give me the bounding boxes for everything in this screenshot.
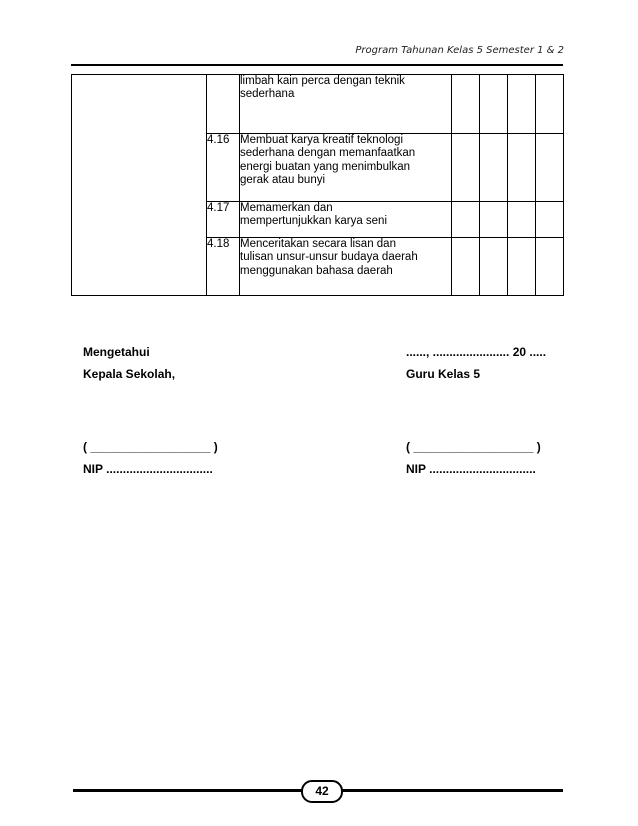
checkbox-cell xyxy=(508,75,536,134)
page-number: 42 xyxy=(301,780,343,803)
signature-left-name-blank: ( __________________ ) xyxy=(83,440,218,454)
competency-description: Memamerkan dan mempertunjukkan karya seni xyxy=(240,202,452,238)
curriculum-table xyxy=(71,74,564,296)
footer-rule-right xyxy=(337,789,563,792)
checkbox-cell xyxy=(536,238,564,296)
signature-right-nip: NIP ................................ xyxy=(406,462,536,476)
checkbox-cell xyxy=(508,238,536,296)
competency-description: Membuat karya kreatif teknologi sederhana dengan memanfaatkan energi buatan yang menimbulkan gerak atau bunyi xyxy=(240,134,452,202)
checkbox-cell xyxy=(480,134,508,202)
footer-rule-left xyxy=(73,789,303,792)
checkbox-cell xyxy=(480,202,508,238)
signature-left-heading: Mengetahui xyxy=(83,345,150,359)
competency-number: 4.16 xyxy=(207,134,240,202)
signature-right-role: Guru Kelas 5 xyxy=(406,367,481,381)
checkbox-cell xyxy=(536,202,564,238)
checkbox-cell xyxy=(508,202,536,238)
table-row xyxy=(72,75,564,134)
signature-left-role: Kepala Sekolah, xyxy=(83,367,176,381)
checkbox-cell xyxy=(452,202,480,238)
checkbox-cell xyxy=(480,75,508,134)
checkbox-cell xyxy=(536,134,564,202)
signature-right-date: ......, ....................... 20 ..... xyxy=(406,345,547,359)
competency-description: limbah kain perca dengan teknik sederhana xyxy=(240,75,452,134)
checkbox-cell xyxy=(452,134,480,202)
checkbox-cell xyxy=(480,238,508,296)
signature-right-name-blank: ( __________________ ) xyxy=(406,440,541,454)
checkbox-cell xyxy=(508,134,536,202)
theme-cell xyxy=(72,75,207,296)
competency-number: 4.18 xyxy=(207,238,240,296)
checkbox-cell xyxy=(452,238,480,296)
header-title: Program Tahunan Kelas 5 Semester 1 & 2 xyxy=(355,45,564,56)
checkbox-cell xyxy=(452,75,480,134)
checkbox-cell xyxy=(536,75,564,134)
signature-left-nip: NIP ................................ xyxy=(83,462,213,476)
header-rule xyxy=(71,64,563,66)
competency-number xyxy=(207,75,240,134)
competency-description: Menceritakan secara lisan dan tulisan unsur-unsur budaya daerah menggunakan bahasa daerah xyxy=(240,238,452,296)
competency-number: 4.17 xyxy=(207,202,240,238)
